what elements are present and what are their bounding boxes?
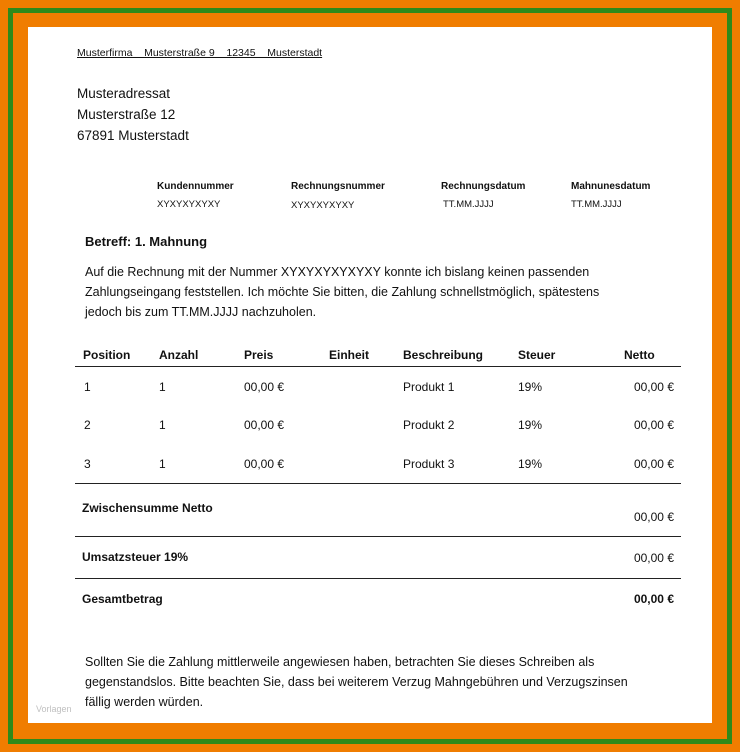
closing-line-3: fällig werden würden.: [85, 695, 204, 709]
meta-value-invoice-number: XYXYXYXYXY: [291, 200, 355, 211]
table-header-price: Preis: [244, 348, 274, 362]
vat-value: 00,00 €: [633, 551, 674, 565]
table-header-unit: Einheit: [329, 348, 370, 362]
subtotal-label: Zwischensumme Netto: [82, 501, 213, 515]
cell-quantity: 1: [159, 380, 166, 394]
vat-label: Umsatzsteuer 19%: [82, 550, 189, 564]
cell-position: 2: [84, 418, 91, 432]
total-value: 00,00 €: [633, 592, 674, 606]
recipient-street: Musterstraße 12: [77, 107, 176, 122]
table-body-divider: [75, 483, 681, 484]
cell-tax: 19%: [518, 418, 543, 432]
meta-value-customer-number: XYXYXYXYXY: [157, 199, 221, 210]
cell-position: 3: [84, 457, 91, 471]
cell-tax: 19%: [518, 380, 543, 394]
subtotal-value: 00,00 €: [633, 510, 674, 524]
cell-quantity: 1: [159, 418, 166, 432]
table-header-net: Netto: [624, 348, 655, 362]
total-label: Gesamtbetrag: [82, 592, 163, 606]
closing-line-2: gegenstandslos. Bitte beachten Sie, dass bei weiterem Verzug Mahngebühren und Verzugszinsen: [85, 675, 628, 689]
cell-description: Produkt 2: [403, 418, 455, 432]
cell-description: Produkt 3: [403, 457, 455, 471]
table-header-description: Beschreibung: [403, 348, 484, 362]
cell-price: 00,00 €: [244, 418, 285, 432]
cell-price: 00,00 €: [244, 457, 285, 471]
cell-tax: 19%: [518, 457, 543, 471]
meta-value-invoice-date: TT.MM.JJJJ: [443, 199, 494, 210]
meta-label-invoice-number: Rechnungsnummer: [291, 181, 385, 192]
sender-line: Musterfirma Musterstraße 9 12345 Musterstadt: [77, 47, 323, 59]
vat-divider: [75, 578, 681, 579]
meta-value-reminder-date: TT.MM.JJJJ: [571, 199, 622, 210]
cell-net: 00,00 €: [633, 380, 674, 394]
intro-line-1: Auf die Rechnung mit der Nummer XYXYXYXYXYXY konnte ich bislang keinen passenden: [85, 265, 590, 279]
table-header-quantity: Anzahl: [159, 348, 199, 362]
cell-price: 00,00 €: [244, 380, 285, 394]
meta-label-customer-number: Kundennummer: [157, 181, 234, 192]
cell-position: 1: [84, 380, 91, 394]
subject-line: Betreff: 1. Mahnung: [85, 234, 208, 249]
table-header-tax: Steuer: [518, 348, 556, 362]
letter-page: [28, 27, 712, 723]
intro-line-2: Zahlungseingang feststellen. Ich möchte Sie bitten, die Zahlung schnellstmöglich, spätestens: [85, 285, 600, 299]
table-header-divider: [75, 366, 681, 367]
meta-label-invoice-date: Rechnungsdatum: [441, 181, 526, 192]
recipient-city: 67891 Musterstadt: [77, 128, 189, 143]
cell-description: Produkt 1: [403, 380, 455, 394]
recipient-name: Musteradressat: [77, 86, 171, 101]
watermark: Vorlagen: [36, 704, 72, 714]
closing-line-1: Sollten Sie die Zahlung mittlerweile angewiesen haben, betrachten Sie dieses Schreiben als: [85, 655, 595, 669]
subtotal-divider: [75, 536, 681, 537]
meta-label-reminder-date: Mahnunesdatum: [571, 181, 651, 192]
cell-net: 00,00 €: [633, 457, 674, 471]
cell-quantity: 1: [159, 457, 166, 471]
intro-line-3: jedoch bis zum TT.MM.JJJJ nachzuholen.: [85, 305, 317, 319]
cell-net: 00,00 €: [633, 418, 674, 432]
table-header-position: Position: [83, 348, 131, 362]
